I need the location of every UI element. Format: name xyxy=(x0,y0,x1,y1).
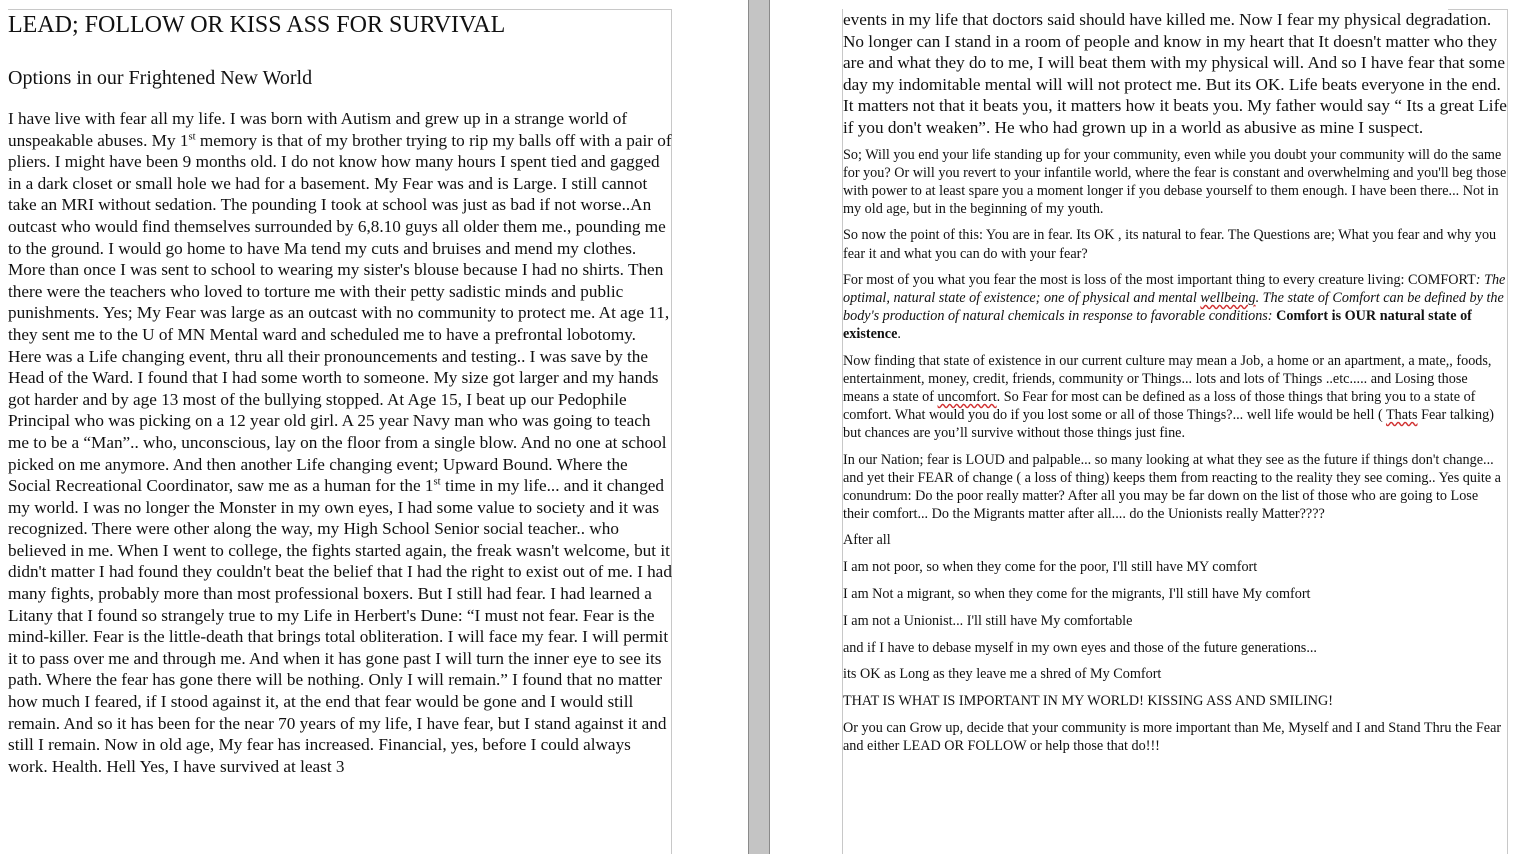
line-not-migrant: I am Not a migrant, so when they come for the migrants, I'll still have My comfort xyxy=(843,586,1311,603)
paragraph-continuation: events in my life that doctors said should have killed me. Now I fear my physical degradation. No longer can I stand in a room of people and know in my heart that It doesn't matter who they are and what they do to me, I will beat them with my physical will. And so I have fear that some day my indomitable mental will will not protect me. But its OK. Life beats everyone in the end. It matters not that it beats you, it matters how it beats you. My father would say “ Its a great Life if you don't weaken”. He who had grown up in a world as abusive as mine I suspect. xyxy=(843,10,1507,137)
paragraph-point: So now the point of this: You are in fear. Its OK , its natural to fear. The Questions are; What you fear and why you fear it and what you can do with your fear? xyxy=(843,227,1497,262)
document-subtitle: Options in our Frightened New World xyxy=(8,67,313,89)
paragraph-text: . xyxy=(897,326,901,343)
document-title: LEAD; FOLLOW OR KISS ASS FOR SURVIVAL xyxy=(8,12,506,38)
definition-text: The optimal, natural state of existence; one of physical and mental xyxy=(843,271,1506,306)
line-shred-comfort: its OK as Long as they leave me a shred of My Comfort xyxy=(843,666,1162,683)
paragraph-nation: In our Nation; fear is LOUD and palpable... so many looking at what they see as the future if things don't change... and yet their FEAR of change ( a loss of thing) keeps them from reacting to the reality they see coming.. Yes quite a conundrum: Do the poor really matter? After all you may be far down on the list of those who are going to Lose their comfort... Do the Migrants matter after all.... do the Unionists really Matter???? xyxy=(843,451,1501,523)
spellcheck-word: wellbeing xyxy=(1200,289,1256,306)
superscript-st: st xyxy=(433,476,441,488)
paragraph-text: Now finding that state of existence in our current culture may mean a Job, a home or an apartment, a mate,, foods, entertainment, money, credit, friends, community or Things... lots and lots of Things ..etc..... and Losing those means a state of xyxy=(843,352,1492,405)
bold-text: Comfort is OUR natural state of existence xyxy=(843,308,1472,343)
superscript-st: st xyxy=(188,130,196,142)
line-kissing-ass: THAT IS WHAT IS IMPORTANT IN MY WORLD! KISSING ASS AND SMILING! xyxy=(843,693,1334,710)
paragraph-text: time in my life... and it changed my world. I was no longer the Monster in my own eyes, I had some value to society and it was recognized. There were other along the way, my High School Senior social teacher.. who believed in me. When I went to college, the fights started again, the freak wasn't welcome, but it didn't matter I had found they couldn't beat the belief that I had the right to exist out of me. I had many fights, probably more than most professional boxers. But I still had fear. I had learned a Litany that I found so strangely true to my Life in Herbert's Dune: “I must not fear. Fear is the mind-killer. Fear is the little-death that brings total obliteration. I will face my fear. I will permit it to pass over me and through me. And when it has gone past I will turn the inner eye to see its path. Where the fear has gone there will be nothing. Only I will remain.” I found that no matter how much I feared, if I stood against it, at the end that fear would be gone and I would still remain. And so it has been for the near 70 years of my life, I have fear, but I stand against it and still I remain. Now in old age, My fear has increased. Financial, yes, before I could always work. Health. Hell Yes, I have survived at least 3 xyxy=(8,476,672,776)
definition-text: : xyxy=(1475,271,1485,288)
paragraph-finding-comfort xyxy=(843,352,1507,443)
paragraph-text: . So Fear for most can be defined as a loss of those things that bring you to a state of comfort. What would you do if you lost some or all of those Things?... well life would be hell ( xyxy=(843,389,1476,424)
paragraph-final: Or you can Grow up, decide that your community is more important than Me, Myself and I and Stand Thru the Fear and either LEAD OR FOLLOW or help those that do!!! xyxy=(843,720,1502,755)
line-debase: and if I have to debase myself in my own eyes and those of the future generations... xyxy=(843,639,1317,656)
paragraph-text: I have live with fear all my life. I was born with Autism and grew up in a strange world of unspeakable abuses. My 1 xyxy=(8,109,628,150)
spellcheck-word: uncomfort xyxy=(937,389,997,405)
left-page-text xyxy=(8,10,672,777)
spellcheck-word: Thats xyxy=(1385,407,1418,424)
paragraph-text: memory is that of my brother trying to rip my balls off with a pair of pliers. I might have been 9 months old. I do not know how many hours I spent tied and gagged in a dark closet or small hole we had for a basement. My Fear was and is Large. I still cannot take an MRI without sedation. The pounding I took at school was just as bad if not worse..An outcast who would find themselves surrounded by 6,8.10 guys all older them me., pounding me to the ground. I would go home to have Ma tend my cuts and bruises and mend my clothes. More than once I was sent to school to wearing my sister's blouse because I had no shirts. Then there were the teachers who loved to torture me with their petty sadistic minds and public punishments. Yes; My Fear was large as an outcast with no community to protect me. At age 11, they sent me to the U of MN Mental ward and scheduled me to have a prefrontal lobotomy. Here was a Life changing event, thru all their pronouncements and testing.. I was save by the Head of the Ward. I found that I had some worth to someone. My size got larger and my hands got harder and by age 13 most of the bullying stopped. At Age 15, I beat up our Pedophile Principal who was picking on a 12 year old girl. A 25 year Navy man who was going to teach me to be a “Man”.. who, unconscious, lay on the floor from a single blow. And no one at school picked on me anymore. And then another Life changing event; Upward Bound. Where the Social Recreational Coordinator, saw me as a human for the 1 xyxy=(8,130,672,496)
paragraph-comfort xyxy=(843,271,1507,344)
right-page-right-boundary xyxy=(1507,9,1508,854)
line-after-all: After all xyxy=(843,532,891,549)
right-page-text xyxy=(843,9,1507,763)
paragraph-text: Fear talking) but chances are you’ll survive without those things just fine. xyxy=(843,407,1494,442)
paragraph-text: For most of you what you fear the most is loss of the most important thing to every creature living: COMFORT xyxy=(843,271,1476,288)
paragraph-so-will-you: So; Will you end your life standing up for your community, even while you doubt your community will do the same for you? Or will you revert to your infantile world, where the fear is constant and overwhelming and you'll beg those with power to at least spare you a moment longer if you debase yourself to them enough. I have been there... Not in my old age, but in the beginning of my youth. xyxy=(843,146,1507,218)
line-not-unionist: I am not a Unionist... I'll still have My comfortable xyxy=(843,612,1133,629)
line-not-poor: I am not poor, so when they come for the poor, I'll still have MY comfort xyxy=(843,559,1258,576)
page-gutter xyxy=(748,0,770,854)
paragraph-fear-life xyxy=(8,108,672,777)
definition-text: . The state of Comfort can be defined by the body's production of natural chemicals in response to favorable conditions: xyxy=(843,289,1504,325)
